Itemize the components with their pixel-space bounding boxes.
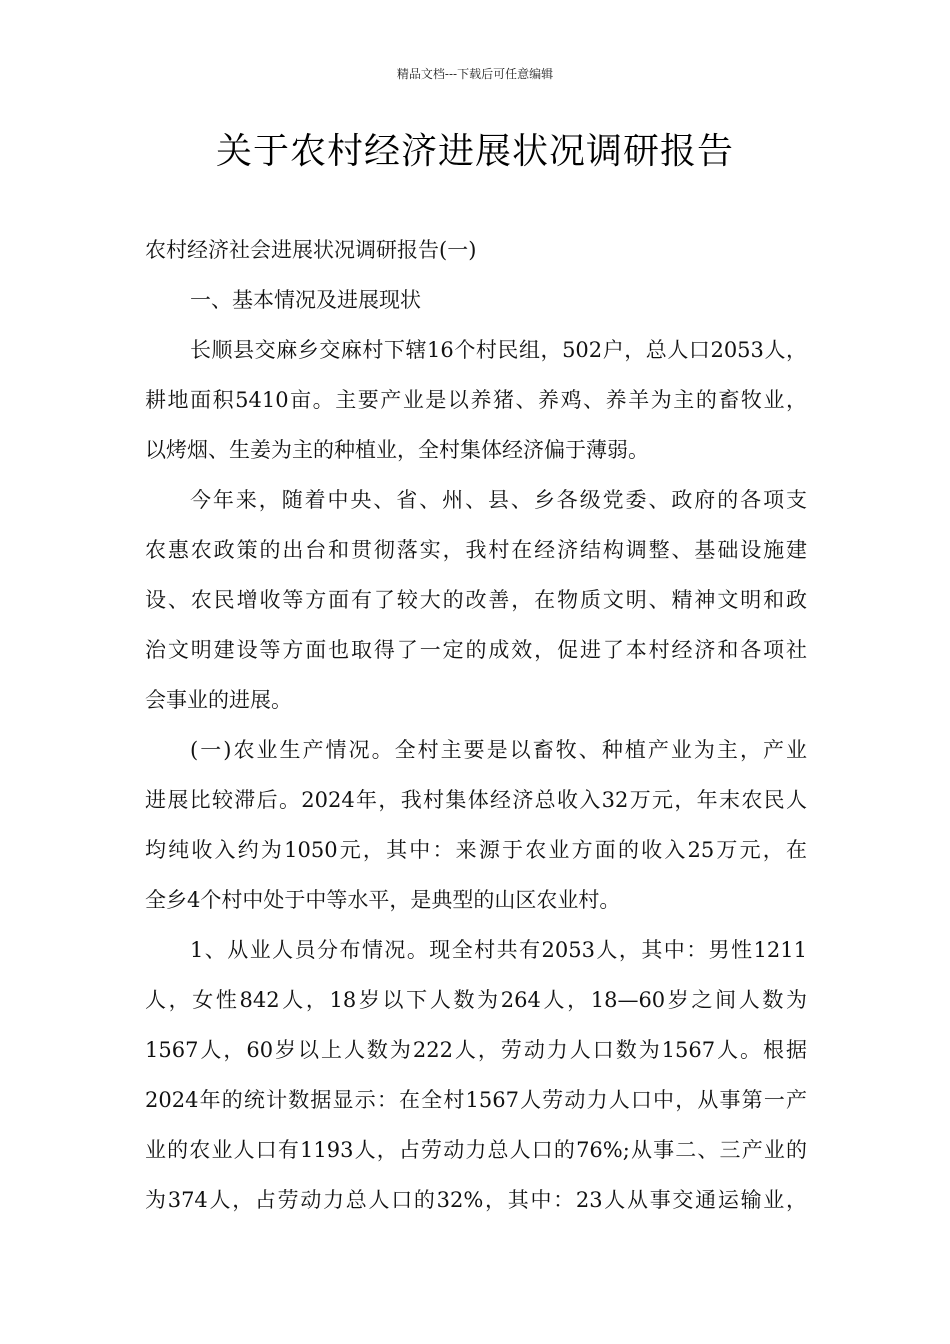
paragraph-line: 为374人，占劳动力总人口的32%，其中：23人从事交通运输业，	[145, 1188, 807, 1212]
paragraph-line: 1、从业人员分布情况。现全村共有2053人，其中：男性1211	[190, 938, 807, 962]
paragraph-line: 人，女性842人，18岁以下人数为264人，18—60岁之间人数为	[145, 988, 807, 1012]
paragraph-line: 农惠农政策的出台和贯彻落实，我村在经济结构调整、基础设施建	[145, 538, 807, 562]
paragraph-line: 长顺县交麻乡交麻村下辖16个村民组，502户，总人口2053人，	[190, 338, 807, 362]
section-title: 农村经济社会进展状况调研报告(一)	[145, 238, 477, 262]
paragraph-line: 业的农业人口有1193人，占劳动力总人口的76%;从事二、三产业的	[145, 1138, 807, 1162]
paragraph-line: 设、农民增收等方面有了较大的改善，在物质文明、精神文明和政	[145, 588, 807, 612]
paragraph-line: (一)农业生产情况。全村主要是以畜牧、种植产业为主，产业	[190, 738, 807, 762]
paragraph-line: 2024年的统计数据显示：在全村1567人劳动力人口中，从事第一产	[145, 1088, 807, 1112]
document-body	[145, 225, 807, 1225]
paragraph-line: 均纯收入约为1050元，其中：来源于农业方面的收入25万元，在	[145, 838, 807, 862]
paragraph-line: 会事业的进展。	[145, 688, 292, 712]
paragraph-line: 全乡4个村中处于中等水平，是典型的山区农业村。	[145, 888, 621, 912]
paragraph-line: 1567人，60岁以上人数为222人，劳动力人口数为1567人。根据	[145, 1038, 807, 1062]
paragraph-line: 进展比较滞后。2024年，我村集体经济总收入32万元，年末农民人	[145, 788, 807, 812]
header-note: 精品文档---下载后可任意编辑	[396, 67, 554, 81]
paragraph-line: 治文明建设等方面也取得了一定的成效，促进了本村经济和各项社	[145, 638, 807, 662]
document-title: 关于农村经济进展状况调研报告	[215, 131, 734, 172]
paragraph-line: 以烤烟、生姜为主的种植业，全村集体经济偏于薄弱。	[145, 438, 649, 462]
paragraph-line: 耕地面积5410亩。主要产业是以养猪、养鸡、养羊为主的畜牧业，	[145, 388, 807, 412]
section-heading: 一、基本情况及进展现状	[190, 288, 421, 312]
paragraph-line: 今年来，随着中央、省、州、县、乡各级党委、政府的各项支	[190, 488, 807, 512]
